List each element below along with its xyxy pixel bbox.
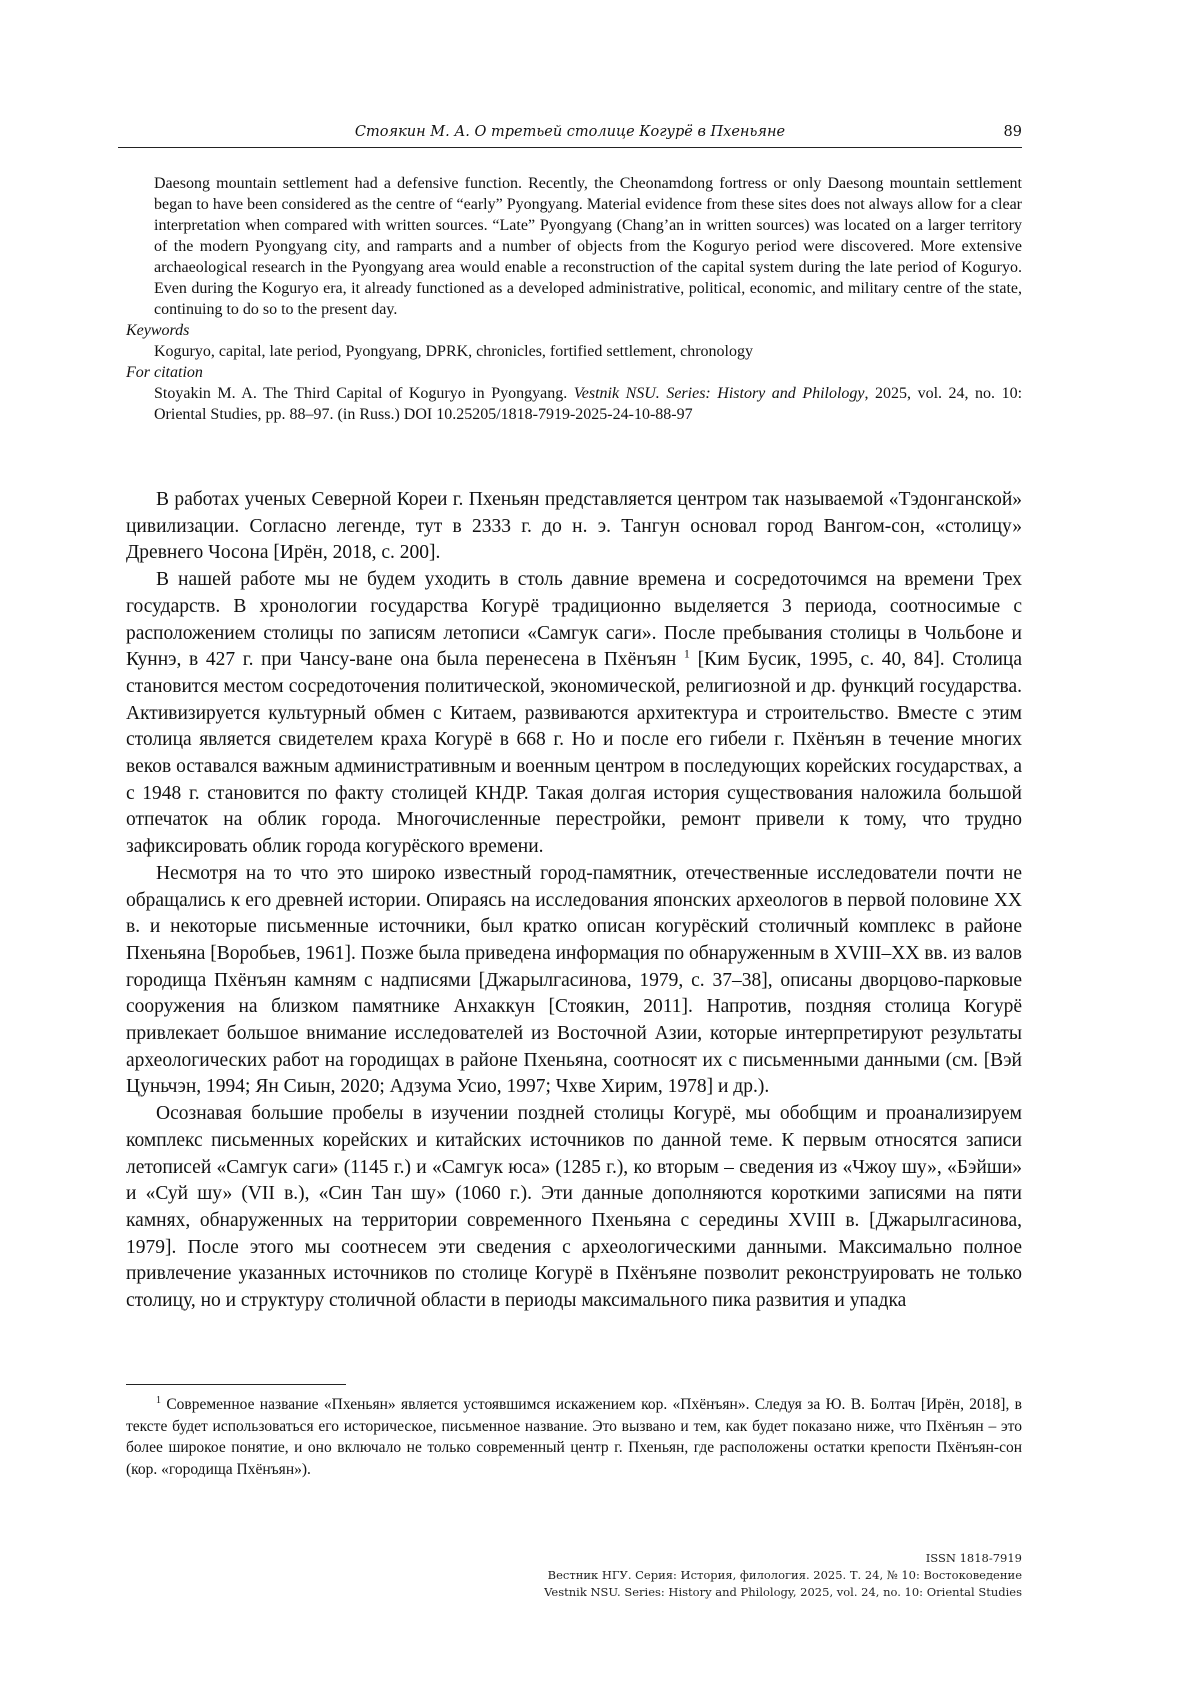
paragraph-3: Несмотря на то что это широко известный город-памятник, отечественные исследователи почти не обращались к его древней истории. Опираясь на исследования японских археологов в первой половине XX в. и некоторые письменные источники, был кратко описан когурёский столичный комплекс в районе Пхеньяна [Воробьев, 1961]. Позже была приведена информация по обнаруженным в XVIII–XX вв. из валов городища Пхёнъян камням с надписями [Джарылгасинова, 1979, с. 37–38], описаны дворцово-парковые сооружения на близком памятнике Анхаккун [Стоякин, 2011]. Напротив, поздняя столица Когурё привлекает большое внимание исследователей из Восточной Азии, которые интерпретируют результаты археологических работ на городищах в районе Пхеньяна, соотносят их с письменными данными (см. [Вэй Цуньчэн, 1994; Ян Сиын, 2020; Адзума Усио, 1997; Чхве Хирим, 1978] и др.). xyxy=(126,862,1022,1098)
citation-post: , 2025, vol. 24, no. 10: Oriental Studies, pp. 88–97. (in Russ.) DOI 10.25205/1818-7919-2025-24-10-88-97 xyxy=(154,385,1023,423)
footer-journal-ru: Вестник НГУ. Серия: История, филология. 2025. Т. 24, № 10: Востоковедение xyxy=(547,1568,1022,1582)
page-footer xyxy=(544,1550,1022,1601)
main-text xyxy=(126,487,1022,1315)
paragraph-2 xyxy=(126,567,1022,861)
footnote-reference[interactable]: 1 xyxy=(683,646,690,661)
footnote-mark: 1 xyxy=(156,1394,161,1406)
citation-label: For citation xyxy=(126,364,203,381)
paragraph-1: В работах ученых Северной Кореи г. Пхеньян представляется центром так называемой «Тэдонганской» цивилизации. Согласно легенде, тут в 2333 г. до н. э. Тангун основал город Вангом-сон, «столицу» Древнего Чосона [Ирён, 2018, с. 200]. xyxy=(126,489,1022,564)
footnote-text: Современное название «Пхеньян» является устоявшимся искажением кор. «Пхёнъян». Следуя за Ю. В. Болтач [Ирён, 2018], в тексте будет использоваться его историческое, письменное название. Это вызвано и тем, как будет показано ниже, что Пхёнъян – это более широкое понятие, и оно включало не только современный центр г. Пхеньян, где расположены остатки крепости Пхёнъян-сон (кор. «городища Пхёнъян»). xyxy=(126,1396,1022,1478)
footnote-divider xyxy=(126,1384,346,1385)
paragraph-2-part-b: [Ким Бусик, 1995, с. 40, 84]. Столица становится местом сосредоточения политической, экономической, религиозной и др. функций государства. Активизируется культурный обмен с Китаем, развиваются архитектура и строительство. Вместе с этим столица является свидетелем краха Когурё в 668 г. Но и после его гибели г. Пхёнъян в течение многих веков оставался важным административным и военным центром в последующих корейских государствах, а с 1948 г. становится по факту столицей КНДР. Такая долгая история существования наложила большой отпечаток на облик города. Многочисленные перестройки, ремонт привели к тому, что трудно зафиксировать облик города когурёского времени. xyxy=(126,649,1023,858)
keywords-text: Koguryo, capital, late period, Pyongyang, DPRK, chronicles, fortified settlement, chronology xyxy=(154,343,753,360)
abstract-text: Daesong mountain settlement had a defensive function. Recently, the Cheonamdong fortress or only Daesong mountain settlement began to have been considered as the centre of “early” Pyongyang. Material evidence from these sites does not always allow for a clear interpretation when compared with written sources. “Late” Pyongyang (Chang’an in written sources) was located on a larger territory of the modern Pyongyang city, and ramparts and a number of objects from the Koguryo period were discovered. More extensive archaeological research in the Pyongyang area would enable a reconstruction of the capital system during the late period of Koguryo. Even during the Koguryo era, it already functioned as a developed administrative, political, economic, and military centre of the state, continuing to do so to the present day. xyxy=(154,175,1022,318)
paragraph-2-part-a: В нашей работе мы не будем уходить в столь давние времена и сосредоточимся на времени Трех государств. В хронологии государства Когурё традиционно выделяется 3 периода, соотносимые с расположением столицы по записям летописи «Самгук саги». После пребывания столицы в Чольбоне и Куннэ, в 427 г. при Чансу-ване она была перенесена в Пхёнъян xyxy=(126,569,1022,671)
page-number: 89 xyxy=(1003,124,1022,140)
footer-journal-en: Vestnik NSU. Series: History and Philology, 2025, vol. 24, no. 10: Oriental Studies xyxy=(544,1585,1022,1599)
abstract-section xyxy=(126,173,1022,425)
footnote xyxy=(126,1394,1022,1480)
paragraph-4: Осознавая большие пробелы в изучении поздней столицы Когурё, мы обобщим и проанализируем комплекс письменных корейских и китайских источников по данной теме. К первым относятся записи летописей «Самгук саги» (1145 г.) и «Самгук юса» (1285 г.), ко вторым – сведения из «Чжоу шу», «Бэйши» и «Суй шу» (VII в.), «Син Тан шу» (1060 г.). Эти данные дополняются короткими записями на пяти камнях, обнаруженных на территории современного Пхеньяна с середины XVIII в. [Джарылгасинова, 1979]. После этого мы соотнесем эти сведения с археологическими данными. Максимально полное привлечение указанных источников по столице Когурё в Пхёнъяне позволит реконструировать не только столицу, но и структуру столичной области в периоды максимального пика развития и упадка xyxy=(126,1103,1022,1312)
running-head-title: Стоякин М. А. О третьей столице Когурё в Пхеньяне xyxy=(354,124,786,140)
running-head xyxy=(118,122,1022,144)
footer-issn: ISSN 1818-7919 xyxy=(925,1551,1022,1565)
citation-pre: Stoyakin M. A. The Third Capital of Koguryo in Pyongyang. xyxy=(154,385,568,402)
keywords-label: Keywords xyxy=(126,322,190,339)
citation-journal: Vestnik NSU. Series: History and Philology xyxy=(573,385,865,402)
citation-text xyxy=(126,383,1022,425)
header-divider xyxy=(118,147,1022,148)
footnote-1 xyxy=(126,1394,1022,1480)
